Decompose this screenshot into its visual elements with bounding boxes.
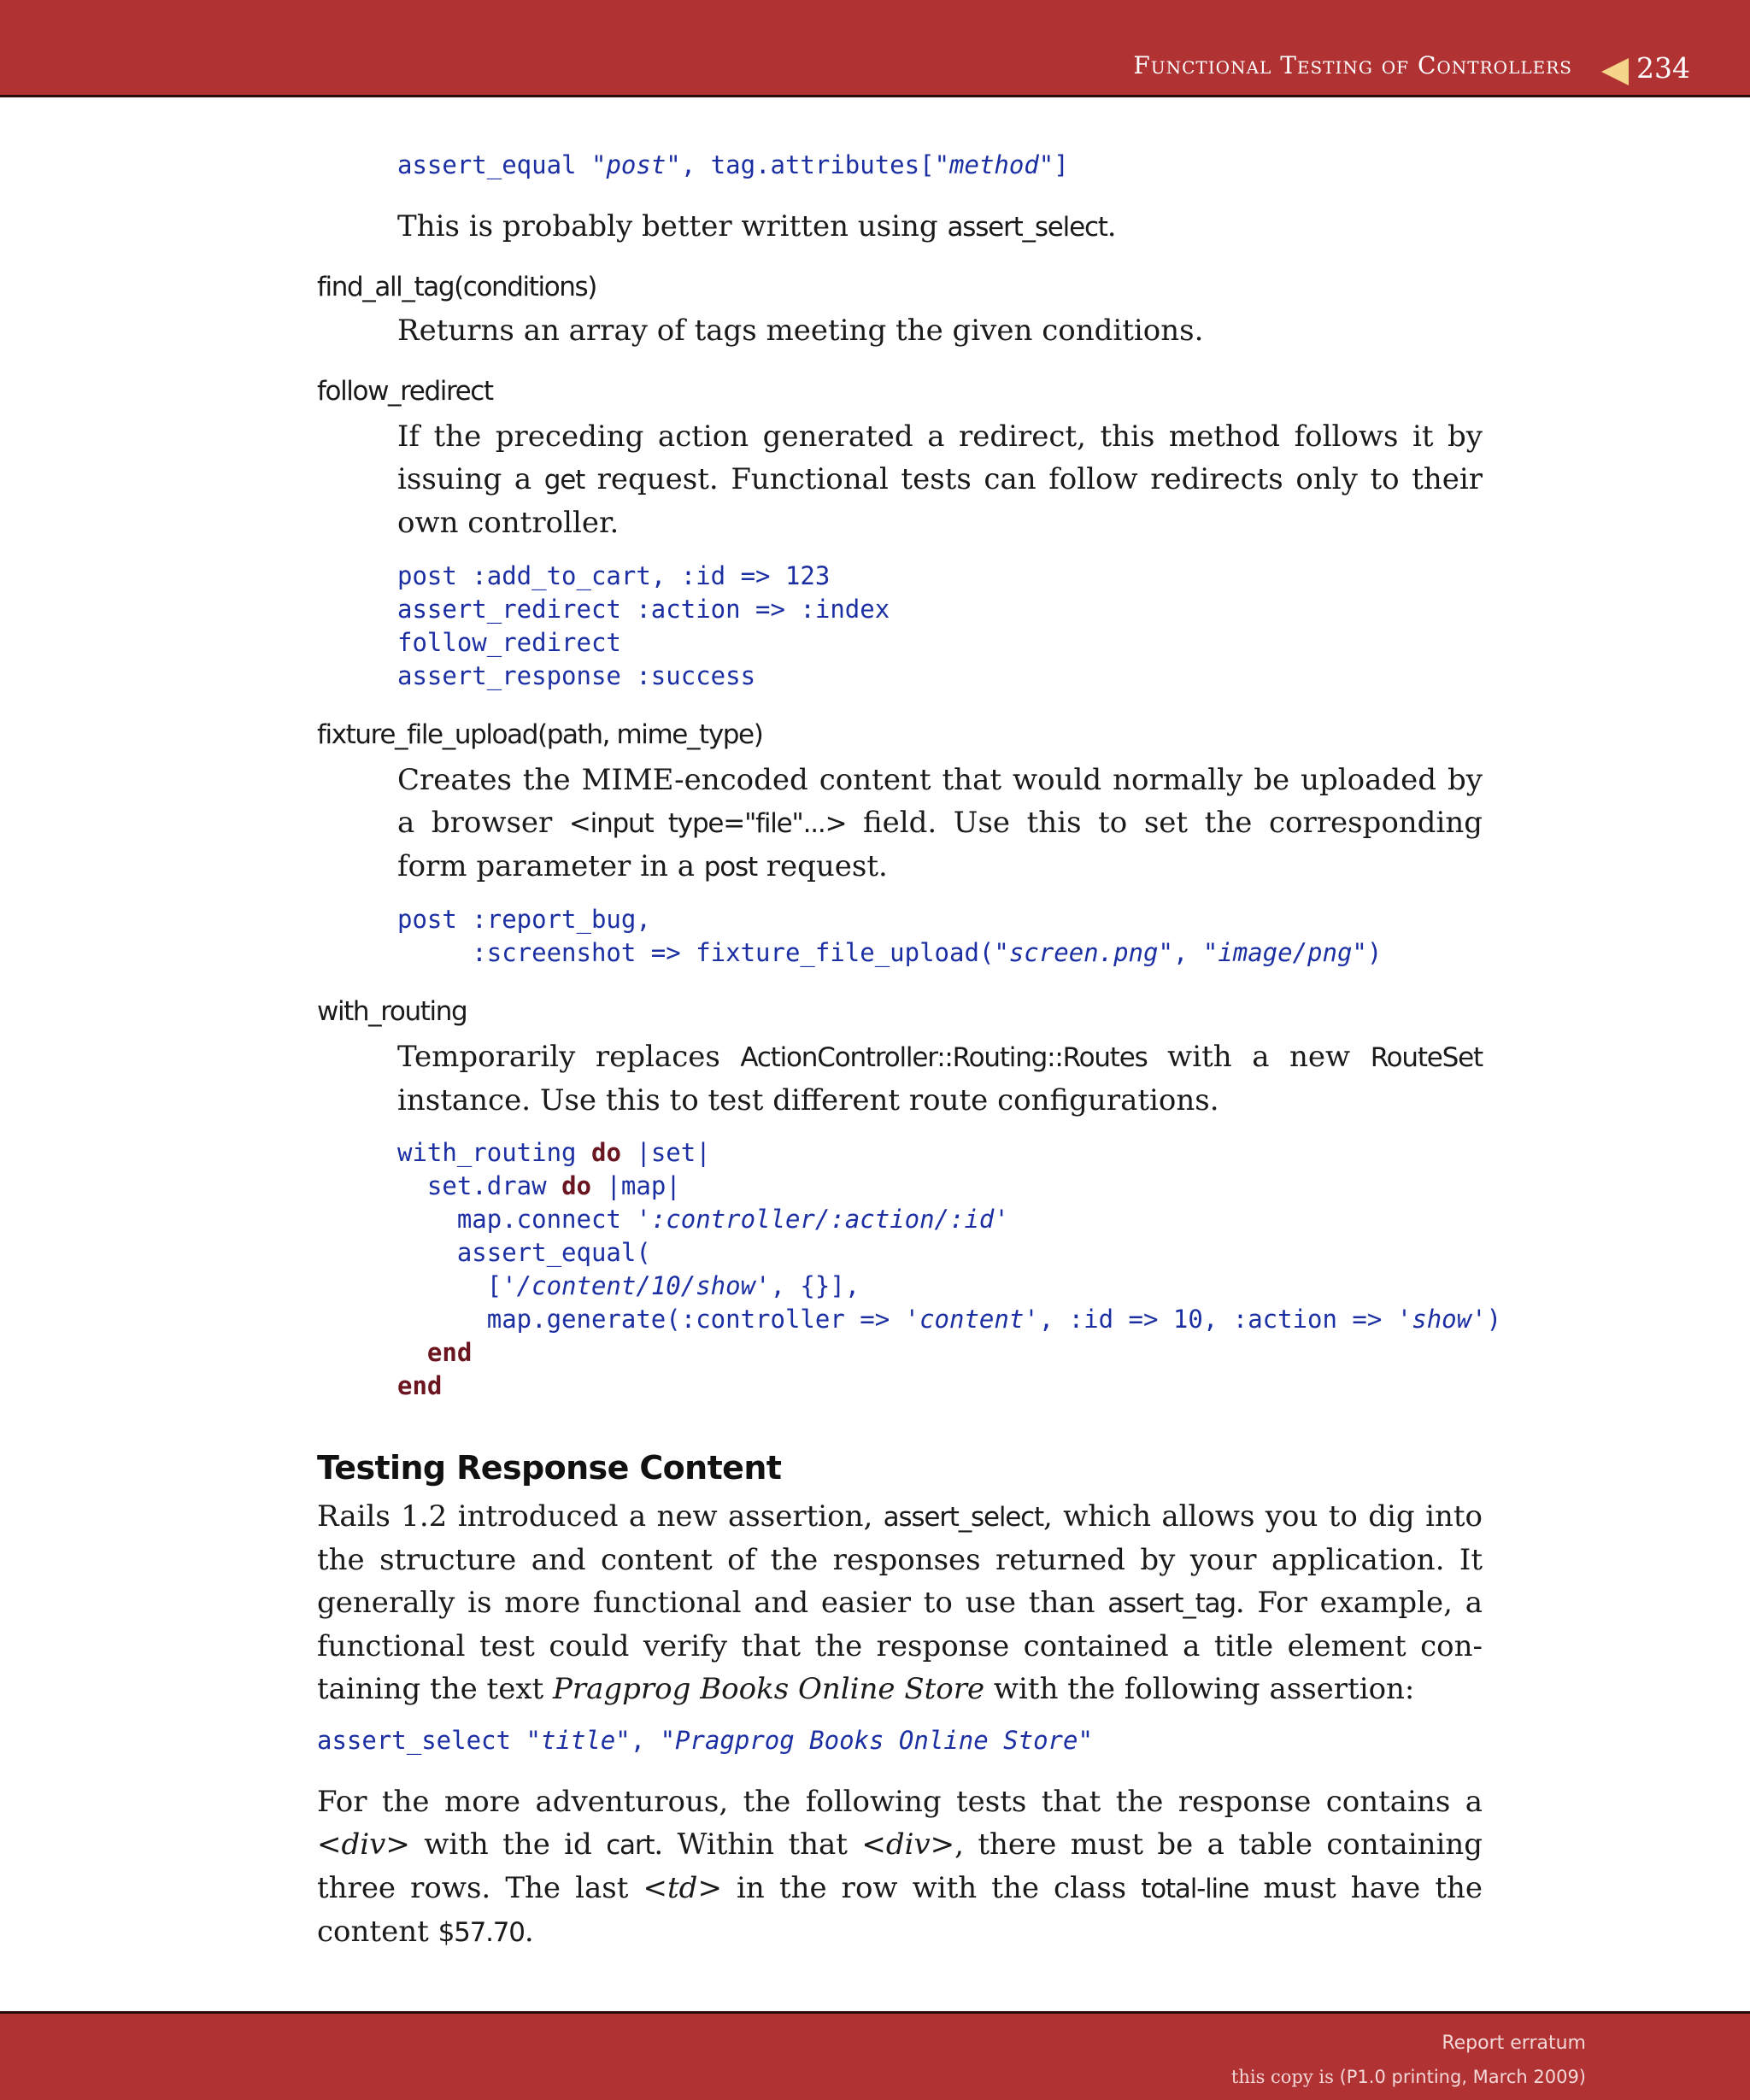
page-header: [0, 0, 1750, 97]
term-with-routing: with_routing: [317, 996, 467, 1027]
section-title: Functional Testing of Controllers: [1133, 51, 1572, 79]
text-run: > with the id: [385, 1827, 607, 1862]
find-all-tag-description: Returns an array of tags meeting the given conditions.: [397, 314, 1204, 348]
code-token: ,: [630, 1726, 661, 1755]
emphasis-text: div: [885, 1827, 931, 1862]
code-keyword: end: [397, 1371, 443, 1400]
text-run: with a new: [1147, 1040, 1371, 1074]
text-run: This is probably better written using: [397, 209, 948, 243]
code-token: map.connect: [397, 1205, 637, 1234]
code-token: , {}],: [770, 1271, 860, 1300]
copy-label: this copy is: [1230, 2067, 1340, 2087]
text-run: request. Functional tests can follow redirects only to their own controller.: [397, 462, 1483, 540]
code-token: assert_equal: [397, 150, 591, 179]
fixture-file-upload-description: [397, 759, 1483, 889]
code-line: assert_redirect :action => :index: [397, 595, 890, 624]
text-run: .: [524, 1915, 534, 1949]
code-keyword: do: [561, 1171, 591, 1200]
code-line: follow_redirect: [397, 628, 621, 657]
code-line: post :add_to_cart, :id => 123: [397, 561, 831, 590]
text-run: If the preceding action generated a redirect, this method follows it by issuing a: [397, 419, 1483, 496]
method-name: assert_select: [883, 1502, 1043, 1533]
text-run: instance. Use this to test different route configurations.: [397, 1083, 1219, 1117]
method-name: assert_tag: [1107, 1588, 1236, 1619]
code-string: "image/png": [1202, 938, 1367, 967]
text-run: .: [1107, 209, 1117, 243]
text-run: with the following assertion:: [984, 1672, 1415, 1706]
code-token: ): [1366, 938, 1383, 967]
class-name: RouteSet: [1370, 1042, 1483, 1073]
term-fixture-file-upload: fixture_file_upload(path, mime_type): [317, 719, 763, 750]
method-name: assert_select: [947, 212, 1107, 243]
code-line: assert_response :success: [397, 661, 756, 690]
follow-redirect-description: [397, 415, 1483, 544]
code-line: assert_equal(: [397, 1238, 651, 1267]
class-name: total-line: [1141, 1874, 1249, 1904]
text-run: Creates the MIME-encoded content that would normally be uploaded by a browser: [397, 763, 1483, 840]
code-token: |map|: [590, 1171, 681, 1200]
code-token: ): [1486, 1305, 1502, 1334]
code-keyword: do: [590, 1138, 621, 1167]
printing-info: (P1.0 printing, March 2009): [1339, 2067, 1586, 2087]
code-block-fixture-file-upload: [397, 903, 1382, 970]
code-token: assert_select: [317, 1726, 526, 1755]
code-token: with_routing: [397, 1138, 591, 1167]
code-string: ':controller/:action/:id': [636, 1205, 1009, 1234]
code-token: :screenshot => fixture_file_upload(: [397, 938, 995, 967]
code-string: 'content': [904, 1305, 1039, 1334]
code-token: |set|: [620, 1138, 711, 1167]
id-name: cart: [606, 1830, 655, 1861]
section-paragraph-2: [317, 1780, 1483, 1954]
text-run: field. Use this to set the corresponding form parameter in a: [397, 806, 1483, 883]
emphasis-text: div: [341, 1827, 386, 1862]
with-routing-description: [397, 1035, 1483, 1122]
code-token: set.draw: [397, 1171, 562, 1200]
class-name: ActionController::Routing::Routes: [740, 1042, 1148, 1073]
text-run: Temporarily replaces: [397, 1040, 741, 1074]
method-name: get: [543, 465, 585, 496]
back-arrow-icon[interactable]: [1601, 58, 1629, 85]
page-footer: [0, 2011, 1750, 2100]
copy-info: [1231, 2067, 1586, 2087]
code-token: ]: [1054, 150, 1069, 179]
emphasis-text: td: [667, 1871, 698, 1905]
text-run: . Within that <: [654, 1827, 886, 1862]
code-token: , :id => 10, :action =>: [1038, 1305, 1397, 1334]
section-heading: Testing Response Content: [317, 1449, 782, 1487]
text-run: >, there must be a table containing three rows. The last <: [317, 1827, 1483, 1905]
text-run: must have the content: [317, 1871, 1483, 1949]
text-run: For the more adventurous, the following tests that the response contains a <: [317, 1785, 1483, 1862]
code-block-assert-equal: [397, 149, 1069, 182]
code-block-with-routing: [397, 1136, 1501, 1403]
price-value: $57.70: [438, 1917, 525, 1948]
report-erratum-link[interactable]: Report erratum: [1442, 2033, 1586, 2054]
page-number: 234: [1636, 51, 1690, 85]
method-name: post: [703, 852, 757, 883]
code-token: map.generate(:controller =>: [397, 1305, 905, 1334]
code-string: "screen.png": [994, 938, 1173, 967]
code-keyword: end: [397, 1338, 473, 1367]
term-follow-redirect: follow_redirect: [317, 376, 493, 407]
method-name: <input type="file"...>: [568, 808, 847, 839]
code-string: "method": [934, 150, 1054, 179]
text-run: . For example, a functional test could verify that the response contained a title element containing the text: [317, 1586, 1483, 1706]
code-token: , tag.attributes[: [680, 150, 935, 179]
code-block-assert-select: [317, 1724, 1093, 1757]
intro-paragraph: [397, 205, 1483, 249]
term-find-all-tag: find_all_tag(conditions): [317, 272, 596, 302]
code-string: "Pragprog Books Online Store": [660, 1726, 1093, 1755]
code-string: '/content/10/show': [502, 1271, 771, 1300]
text-run: > in the row with the class: [697, 1871, 1142, 1905]
code-line: post :report_bug,: [397, 905, 651, 934]
code-string: "post": [590, 150, 681, 179]
text-run: Rails 1.2 introduced a new assertion,: [317, 1499, 884, 1534]
code-token: [: [397, 1271, 502, 1300]
code-block-follow-redirect: [397, 560, 890, 693]
emphasis-text: Pragprog Books Online Store: [552, 1672, 985, 1706]
code-token: ,: [1172, 938, 1203, 967]
section-paragraph-1: [317, 1495, 1483, 1710]
text-run: , which allows you to dig into the structure and content of the responses returned by your application. It generally is more functional and easier to use than: [317, 1499, 1483, 1620]
code-string: 'show': [1396, 1305, 1487, 1334]
code-string: "title": [526, 1726, 631, 1755]
text-run: request.: [756, 849, 888, 883]
